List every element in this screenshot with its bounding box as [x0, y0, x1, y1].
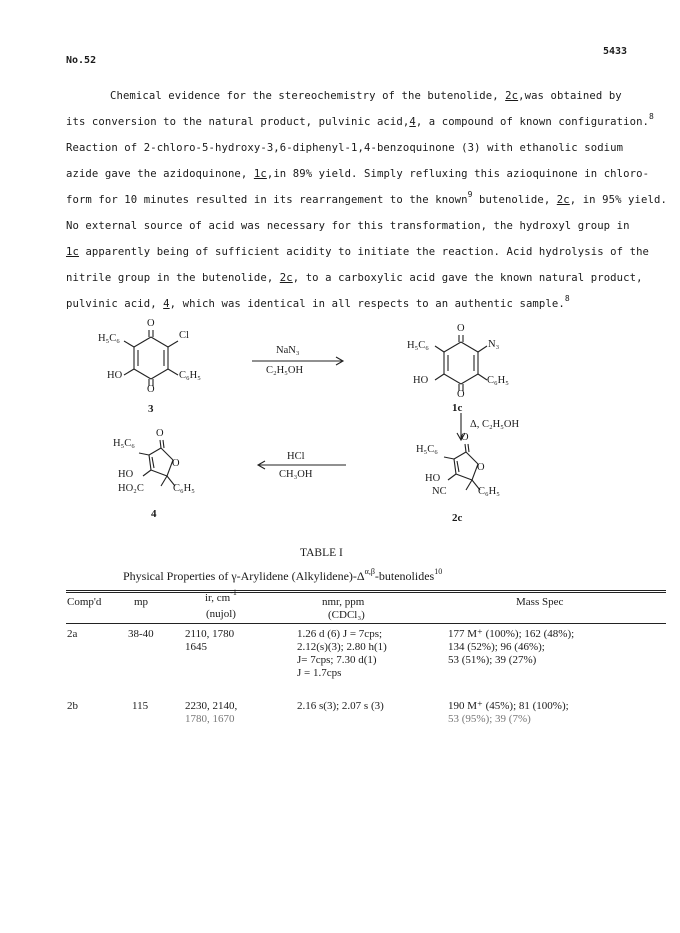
- hydroxy-substituent: HO: [118, 469, 134, 480]
- compound-ref: 1c: [66, 246, 79, 258]
- text-line: Reaction of 2-chloro-5-hydroxy-3,6-diphenyl-1,4-benzoquinone (3) with ethanolic sodium: [66, 142, 624, 154]
- cell-mass-spec: 177 M⁺ (100%); 162 (48%);: [448, 628, 575, 640]
- solvent-label: CH₃OH: [279, 469, 313, 480]
- text-line: Chemical evidence for the stereochemistry of the butenolide, 2c,was obtained by: [110, 90, 622, 102]
- quinone-ring-3: [124, 330, 178, 386]
- phenyl-substituent: C₆H₅: [478, 486, 500, 497]
- hydroxy-substituent: HO: [413, 375, 429, 386]
- reaction-conditions: Δ, C₂H₅OH: [470, 419, 520, 430]
- text-line: form for 10 minutes resulted in its rearrangement to the known$^9$ butenolide, 2c, in 95% yield.: [66, 190, 667, 206]
- carbonyl-oxygen: O: [147, 384, 155, 395]
- compound-label-2c: 2c: [452, 512, 463, 524]
- column-header-mass-spec: Mass Spec: [516, 596, 564, 608]
- cell-mp: 38-40: [128, 628, 154, 640]
- cell-ir: 1645: [185, 641, 207, 653]
- compound-ref: 4: [163, 298, 170, 310]
- carbonyl-oxygen: O: [457, 323, 465, 334]
- table-header-rule: [66, 623, 666, 624]
- column-header-ir: ir, $cm^{-1}$: [205, 588, 237, 604]
- column-header-nmr: nmr, ppm: [322, 596, 365, 608]
- compound-ref: 4: [409, 116, 416, 128]
- text-line: No external source of acid was necessary for this transformation, the hydroxyl group in: [66, 220, 630, 232]
- text-line: azide gave the azidoquinone, 1c,in 89% yield. Simply refluxing this azioquinone in chloro-: [66, 168, 650, 180]
- carbonyl-oxygen: O: [156, 428, 164, 439]
- phenyl-substituent: H₅C₆: [98, 333, 120, 344]
- journal-issue: No.52: [66, 55, 97, 66]
- compound-label-1c: 1c: [452, 402, 463, 414]
- carbonyl-oxygen: O: [457, 389, 465, 400]
- citation: 8: [649, 112, 654, 121]
- text-line: nitrile group in the butenolide, 2c, to a carboxylic acid gave the known natural product,: [66, 272, 643, 284]
- phenyl-substituent: H₅C₆: [416, 444, 438, 455]
- phenyl-substituent: C₆H₅: [173, 483, 195, 494]
- cell-ir: 2230, 2140,: [185, 700, 238, 712]
- ring-oxygen: O: [172, 458, 180, 469]
- column-header-compound: Comp'd: [67, 596, 102, 608]
- compound-label-4: 4: [151, 508, 157, 520]
- carbonyl-oxygen: O: [461, 432, 469, 443]
- cell-mass-spec: 53 (95%); 39 (7%): [448, 713, 531, 725]
- azido-substituent: N₃: [488, 339, 500, 350]
- cell-nmr: J = 1.7cps: [297, 667, 342, 679]
- column-header-ir-medium: (nujol): [206, 608, 236, 620]
- cell-ir: 2110, 1780: [185, 628, 235, 640]
- compound-ref: 1c: [253, 168, 267, 180]
- cell-nmr: 1.26 d (6) J = 7cps;: [297, 628, 383, 640]
- page-number: 5433: [603, 46, 628, 57]
- cell-mass-spec: 134 (52%); 96 (46%);: [448, 641, 545, 653]
- cell-compound: 2b: [67, 700, 78, 712]
- phenyl-substituent: C₆H₅: [179, 370, 201, 381]
- table-top-rule: [66, 592, 666, 593]
- hydroxy-substituent: HO: [107, 370, 123, 381]
- phenyl-substituent: H₅C₆: [407, 340, 429, 351]
- reagent-label: HCl: [287, 451, 305, 462]
- phenyl-substituent: C₆H₅: [487, 375, 509, 386]
- cell-mass-spec: 190 M⁺ (45%); 81 (100%);: [448, 700, 569, 712]
- column-header-mp: mp: [134, 596, 149, 608]
- table-top-rule: [66, 590, 666, 591]
- column-header-nmr-solvent: (CDCl₃): [328, 609, 365, 621]
- solvent-label: C₂H₅OH: [266, 365, 304, 376]
- hydroxy-substituent: HO: [425, 473, 441, 484]
- reagent-label: NaN₃: [276, 345, 300, 356]
- cell-ir: 1780, 1670: [185, 713, 235, 725]
- cell-mass-spec: 53 (51%); 39 (27%): [448, 654, 537, 666]
- cell-mp: 115: [132, 700, 149, 712]
- compound-ref: 2c: [556, 194, 570, 206]
- citation: 8: [564, 294, 570, 303]
- table-caption: Physical Properties of γ-Arylidene $(Alkylidene)-\Delta^{\alpha,\beta}-butenolides^{10}$: [123, 567, 443, 583]
- carboxylic-acid-substituent: HO₂C: [118, 483, 144, 494]
- text-line: 1c apparently being of sufficient acidity to initiate the reaction. Acid hydrolysis of the: [66, 246, 650, 258]
- carbonyl-oxygen: O: [147, 318, 155, 329]
- cell-nmr: 2.12(s)(3); 2.80 h(1): [297, 641, 387, 653]
- citation: 10: [434, 567, 443, 576]
- citation: 9: [467, 190, 473, 199]
- nitrile-substituent: NC: [432, 486, 447, 497]
- text-line: its conversion to the natural product, pulvinic acid,4, a compound of known configuration.$^8$: [66, 112, 654, 128]
- chloro-substituent: Cl: [179, 330, 189, 341]
- compound-ref: 2c: [505, 90, 519, 102]
- text-line: pulvinic acid, 4, which was identical in all respects to an authentic sample.$^8$: [66, 294, 570, 310]
- butenolide-ring-4: [139, 440, 175, 486]
- ring-oxygen: O: [477, 462, 485, 473]
- compound-ref: 2c: [279, 272, 293, 284]
- cell-nmr: J= 7cps; 7.30 d(1): [297, 654, 377, 666]
- compound-label-3: 3: [148, 403, 154, 415]
- cell-nmr: 2.16 s(3); 2.07 s (3): [297, 700, 384, 712]
- butenolide-ring-2c: [444, 444, 480, 490]
- phenyl-substituent: H₅C₆: [113, 438, 135, 449]
- quinone-ring-1c: [435, 335, 487, 391]
- table-label: TABLE I: [300, 547, 343, 559]
- cell-compound: 2a: [67, 628, 78, 640]
